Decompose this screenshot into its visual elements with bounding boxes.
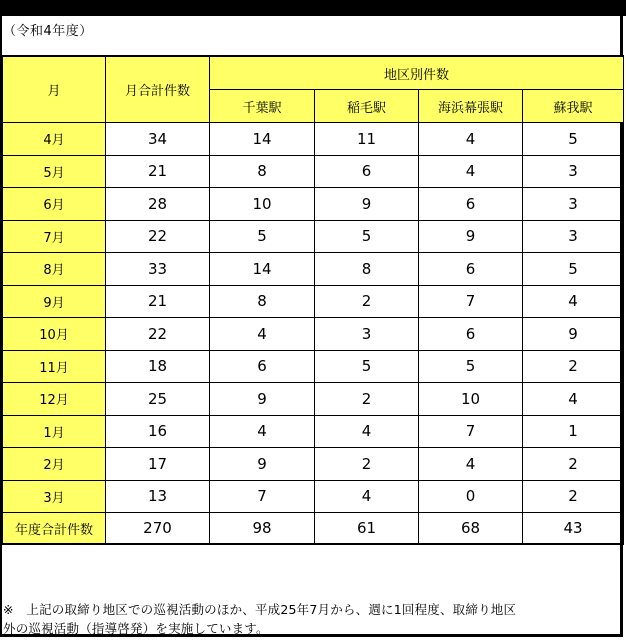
header-monthly-total: 月合計件数	[106, 56, 210, 123]
count-cell-inage: 4	[315, 415, 419, 448]
monthly-total-cell: 17	[106, 448, 210, 481]
header-station-inage: 稲毛駅	[315, 90, 419, 123]
count-cell-kaihin-makuhari: 4	[419, 123, 523, 156]
monthly-total-cell: 18	[106, 350, 210, 383]
count-cell-inage: 5	[315, 220, 419, 253]
header-station-chiba: 千葉駅	[210, 90, 315, 123]
count-cell-soga: 4	[523, 285, 624, 318]
fiscal-year-label: （令和4年度）	[3, 24, 93, 39]
count-cell-soga: 3	[523, 188, 624, 221]
count-cell-kaihin-makuhari: 4	[419, 448, 523, 481]
month-cell: 3月	[3, 480, 106, 513]
count-cell-inage: 4	[315, 480, 419, 513]
header-month: 月	[3, 56, 106, 123]
table-row	[3, 480, 624, 513]
count-cell-soga: 5	[523, 123, 624, 156]
count-cell-kaihin-makuhari: 0	[419, 480, 523, 513]
count-cell-soga: 2	[523, 480, 624, 513]
count-cell-chiba: 9	[210, 383, 315, 416]
table-row	[3, 253, 624, 286]
month-cell: 7月	[3, 220, 106, 253]
annual-total-soga: 43	[523, 513, 624, 545]
header-by-district: 地区別件数	[210, 56, 624, 90]
month-cell: 9月	[3, 285, 106, 318]
patrol-count-table	[2, 55, 624, 545]
count-cell-inage: 2	[315, 285, 419, 318]
count-cell-chiba: 8	[210, 155, 315, 188]
count-cell-kaihin-makuhari: 6	[419, 188, 523, 221]
count-cell-inage: 8	[315, 253, 419, 286]
annual-total-label: 年度合計件数	[3, 513, 106, 545]
table-row	[3, 155, 624, 188]
table-row	[3, 123, 624, 156]
table-row	[3, 188, 624, 221]
count-cell-chiba: 7	[210, 480, 315, 513]
count-cell-inage: 2	[315, 383, 419, 416]
count-cell-soga: 4	[523, 383, 624, 416]
monthly-total-cell: 21	[106, 155, 210, 188]
count-cell-kaihin-makuhari: 10	[419, 383, 523, 416]
count-cell-kaihin-makuhari: 7	[419, 415, 523, 448]
count-cell-inage: 9	[315, 188, 419, 221]
footnote-line: ※ 上記の取締り地区での巡視活動のほか、平成25年7月から、週に1回程度、取締り地区	[3, 602, 517, 617]
table-row	[3, 285, 624, 318]
monthly-total-cell: 33	[106, 253, 210, 286]
month-cell: 1月	[3, 415, 106, 448]
count-cell-soga: 3	[523, 155, 624, 188]
count-cell-soga: 2	[523, 350, 624, 383]
table-row	[3, 350, 624, 383]
header-station-kaihin-makuhari: 海浜幕張駅	[419, 90, 523, 123]
count-cell-soga: 3	[523, 220, 624, 253]
month-cell: 10月	[3, 318, 106, 351]
count-cell-kaihin-makuhari: 6	[419, 318, 523, 351]
table-row	[3, 415, 624, 448]
monthly-total-cell: 16	[106, 415, 210, 448]
annual-total-kaihin-makuhari: 68	[419, 513, 523, 545]
table-row	[3, 220, 624, 253]
count-cell-chiba: 14	[210, 253, 315, 286]
monthly-total-cell: 21	[106, 285, 210, 318]
count-cell-chiba: 14	[210, 123, 315, 156]
footnote	[3, 600, 618, 638]
count-cell-kaihin-makuhari: 9	[419, 220, 523, 253]
annual-total-inage: 61	[315, 513, 419, 545]
annual-total-sum: 270	[106, 513, 210, 545]
count-cell-kaihin-makuhari: 6	[419, 253, 523, 286]
table-body	[3, 123, 624, 513]
count-cell-chiba: 10	[210, 188, 315, 221]
count-cell-kaihin-makuhari: 4	[419, 155, 523, 188]
monthly-total-cell: 13	[106, 480, 210, 513]
count-cell-soga: 2	[523, 448, 624, 481]
table-row	[3, 383, 624, 416]
monthly-total-cell: 25	[106, 383, 210, 416]
count-cell-inage: 2	[315, 448, 419, 481]
count-cell-soga: 1	[523, 415, 624, 448]
top-bar	[0, 0, 626, 16]
month-cell: 12月	[3, 383, 106, 416]
count-cell-chiba: 9	[210, 448, 315, 481]
annual-total-chiba: 98	[210, 513, 315, 545]
monthly-total-cell: 28	[106, 188, 210, 221]
header-station-soga: 蘇我駅	[523, 90, 624, 123]
count-cell-soga: 9	[523, 318, 624, 351]
month-cell: 6月	[3, 188, 106, 221]
annual-total-row	[3, 513, 624, 545]
count-cell-chiba: 5	[210, 220, 315, 253]
count-cell-chiba: 4	[210, 415, 315, 448]
count-cell-inage: 5	[315, 350, 419, 383]
month-cell: 4月	[3, 123, 106, 156]
count-cell-inage: 3	[315, 318, 419, 351]
count-cell-chiba: 8	[210, 285, 315, 318]
month-cell: 2月	[3, 448, 106, 481]
count-cell-soga: 5	[523, 253, 624, 286]
table-row	[3, 318, 624, 351]
month-cell: 11月	[3, 350, 106, 383]
count-cell-chiba: 4	[210, 318, 315, 351]
count-cell-inage: 6	[315, 155, 419, 188]
count-cell-kaihin-makuhari: 5	[419, 350, 523, 383]
monthly-total-cell: 22	[106, 318, 210, 351]
count-cell-kaihin-makuhari: 7	[419, 285, 523, 318]
monthly-total-cell: 22	[106, 220, 210, 253]
month-cell: 5月	[3, 155, 106, 188]
count-cell-chiba: 6	[210, 350, 315, 383]
monthly-total-cell: 34	[106, 123, 210, 156]
table-row	[3, 448, 624, 481]
count-cell-inage: 11	[315, 123, 419, 156]
month-cell: 8月	[3, 253, 106, 286]
footnote-line: 外の巡視活動（指導啓発）を実施しています。	[3, 621, 269, 636]
